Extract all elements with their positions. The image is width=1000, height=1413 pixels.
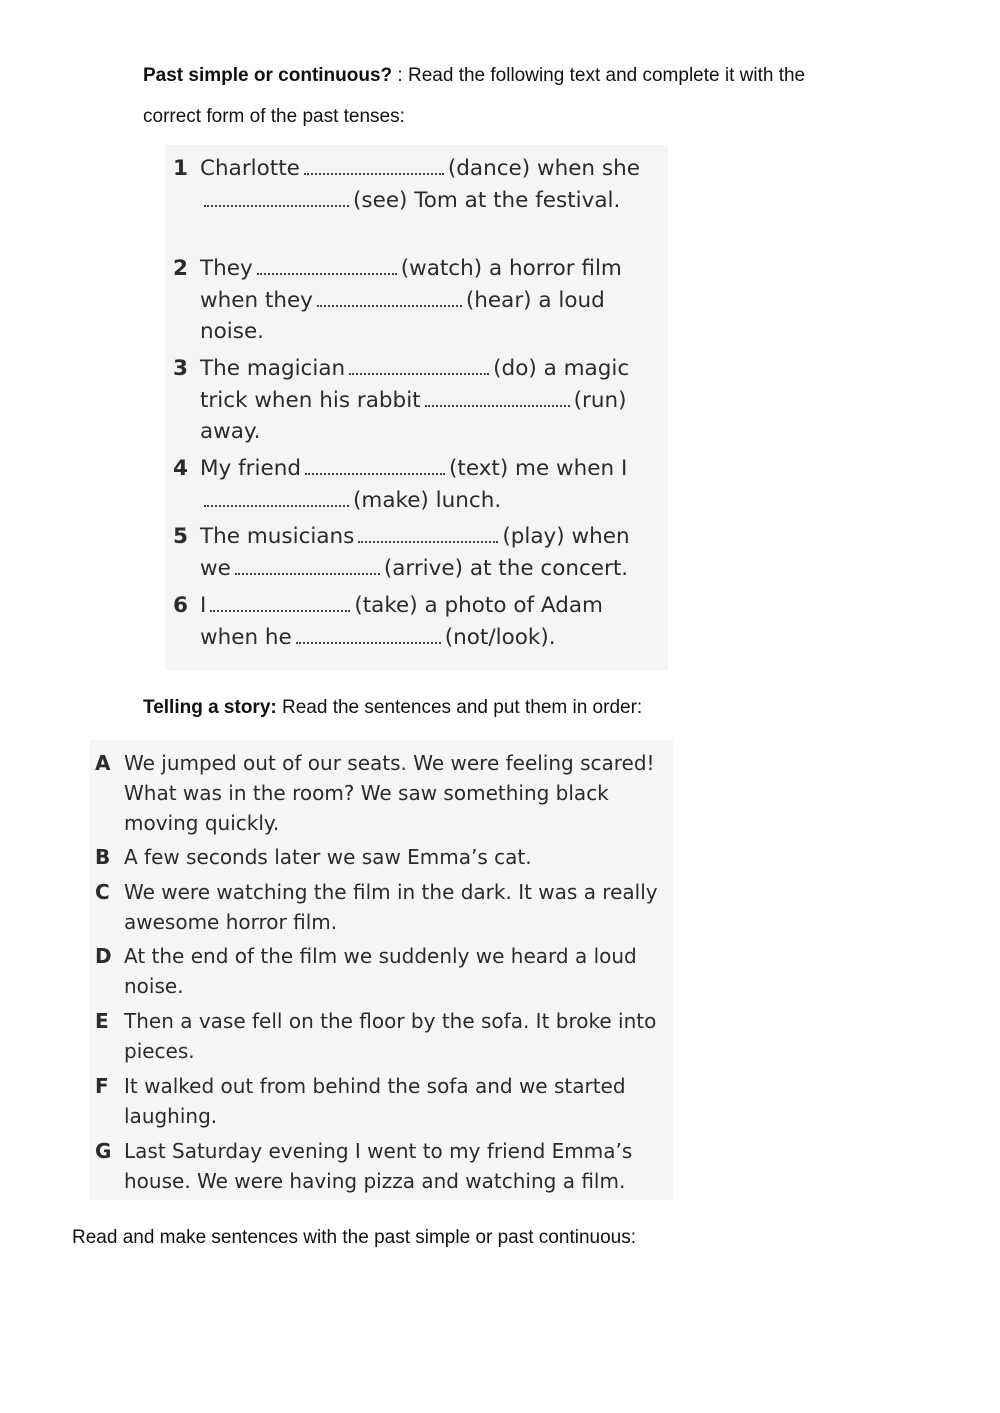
sentence-part: My friend xyxy=(200,456,301,481)
item-number: 1 xyxy=(173,156,188,181)
sentence-text: A few seconds later we saw Emma’s cat. xyxy=(124,845,532,869)
item-number: 3 xyxy=(173,356,188,381)
sentence-part: I xyxy=(200,593,207,618)
answer-blank[interactable] xyxy=(235,553,380,575)
section2-instruction xyxy=(143,697,863,720)
sentence-letter: F xyxy=(95,1074,109,1098)
answer-blank[interactable] xyxy=(204,185,349,207)
story-sentence xyxy=(95,1006,673,1066)
sentence-part: (run) away. xyxy=(200,387,627,444)
answer-blank[interactable] xyxy=(296,622,441,644)
sentence-part: (not/look). xyxy=(444,624,556,650)
answer-blank[interactable] xyxy=(425,385,570,407)
sentence-text: We jumped out of our seats. We were feeling scared! What was in the room? We saw something black moving quickly. xyxy=(124,751,655,835)
exercise-item xyxy=(173,153,663,216)
answer-blank[interactable] xyxy=(204,485,349,507)
sentence-letter: E xyxy=(95,1009,109,1033)
exercise-item xyxy=(173,353,663,448)
sentence-letter: A xyxy=(95,751,111,775)
exercise-item xyxy=(173,521,663,584)
sentence-part: (arrive) at the concert. xyxy=(383,555,629,581)
sentence-part: (dance) when she xyxy=(447,156,640,181)
section2-instruction-text: Read the sentences and put them in order: xyxy=(276,697,643,718)
sentence-part: They xyxy=(200,256,253,281)
item-number: 4 xyxy=(173,456,188,481)
answer-blank[interactable] xyxy=(210,590,350,612)
sentence-text: It walked out from behind the sofa and we started laughing. xyxy=(124,1074,626,1128)
sentence-letter: G xyxy=(95,1139,112,1163)
section1-instruction xyxy=(143,55,863,137)
sentence-part: (hear) a loud noise. xyxy=(200,287,605,344)
section2-heading: Telling a story: xyxy=(143,697,277,718)
answer-blank[interactable] xyxy=(349,353,489,375)
answer-blank[interactable] xyxy=(317,285,462,307)
story-sentence xyxy=(95,842,673,872)
sentence-text: At the end of the film we suddenly we heard a loud noise. xyxy=(124,944,637,998)
exercise-item xyxy=(173,590,663,653)
sentence-part: The magician xyxy=(200,356,346,381)
section3-instruction: Read and make sentences with the past simple or past continuous: xyxy=(72,1227,636,1248)
answer-blank[interactable] xyxy=(257,253,397,275)
sentence-part: (do) a magic trick when his rabbit xyxy=(200,356,630,413)
exercise-item xyxy=(173,453,663,516)
story-sentence xyxy=(95,941,673,1001)
sentence-part: (make) lunch. xyxy=(353,487,502,513)
item-number: 2 xyxy=(173,256,188,281)
sentence-text: We were watching the film in the dark. It was a really awesome horror film. xyxy=(124,880,658,934)
sentence-letter: B xyxy=(95,845,111,869)
exercise-panel xyxy=(165,145,668,670)
sentence-part: (watch) a horror film when they xyxy=(200,256,622,313)
sentence-text: Then a vase fell on the floor by the sofa. It broke into pieces. xyxy=(124,1009,657,1063)
answer-blank[interactable] xyxy=(358,521,498,543)
exercise-item xyxy=(173,253,663,348)
section1-heading: Past simple or continuous? xyxy=(143,65,393,86)
item-number: 5 xyxy=(173,524,188,549)
story-panel xyxy=(90,740,673,1200)
story-sentence xyxy=(95,877,673,937)
sentence-part: (take) a photo of Adam when he xyxy=(200,593,603,650)
sentence-part: (text) me when I xyxy=(449,456,628,481)
section1-instruction-text: : Read the following text and complete it with the correct form of the past tenses: xyxy=(143,65,806,127)
sentence-part: (play) when we xyxy=(200,524,630,581)
item-number: 6 xyxy=(173,593,188,618)
sentence-text: Last Saturday evening I went to my friend Emma’s house. We were having pizza and watching a film. xyxy=(124,1139,633,1193)
sentence-letter: D xyxy=(95,944,112,968)
sentence-letter: C xyxy=(95,880,110,904)
answer-blank[interactable] xyxy=(305,453,445,475)
story-sentence xyxy=(95,748,673,838)
story-sentence xyxy=(95,1071,673,1131)
answer-blank[interactable] xyxy=(304,153,444,175)
sentence-part: The musicians xyxy=(200,524,355,549)
sentence-part: (see) Tom at the festival. xyxy=(353,187,621,213)
story-sentence xyxy=(95,1136,673,1196)
sentence-part: Charlotte xyxy=(200,156,300,181)
